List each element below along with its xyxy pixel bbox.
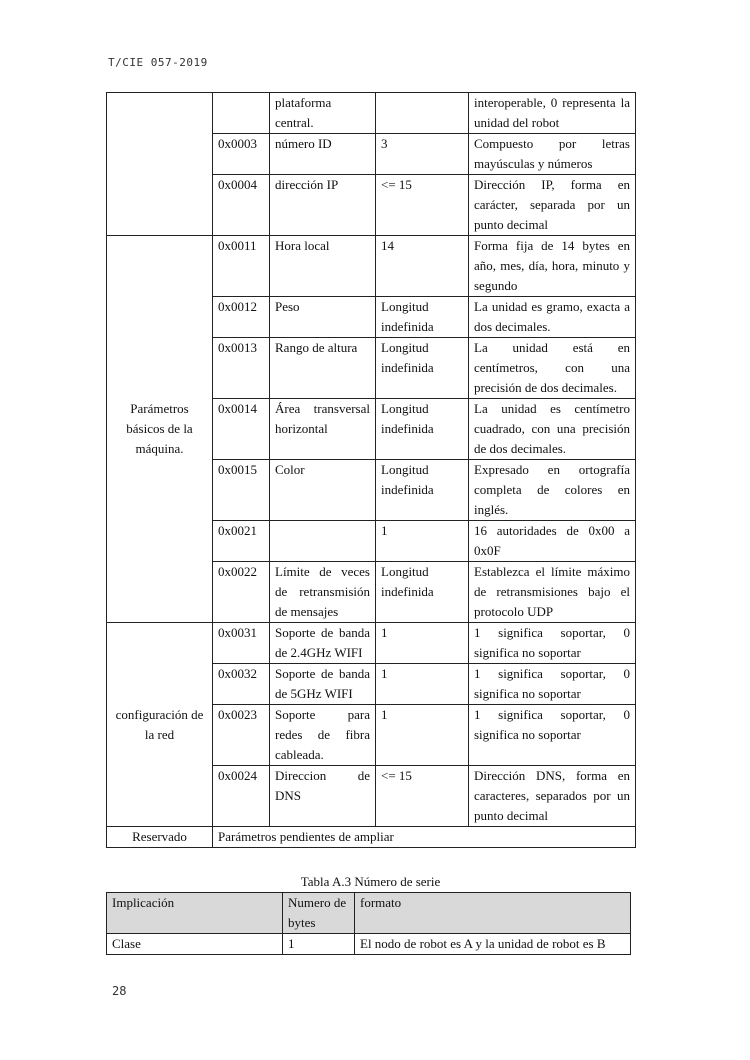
param-description: La unidad está en centímetros, con una precisión de dos decimales. <box>469 338 636 399</box>
param-name: Peso <box>270 297 376 338</box>
param-code: 0x0023 <box>213 705 270 766</box>
param-description: interoperable, 0 representa la unidad del robot <box>469 93 636 134</box>
param-code: 0x0012 <box>213 297 270 338</box>
param-description: Dirección IP, forma en carácter, separada por un punto decimal <box>469 175 636 236</box>
param-length <box>376 93 469 134</box>
column-header: formato <box>355 893 631 934</box>
param-length: 1 <box>376 521 469 562</box>
table-row <box>107 93 636 134</box>
param-description: 1 significa soportar, 0 significa no soportar <box>469 664 636 705</box>
param-code: 0x0022 <box>213 562 270 623</box>
param-length: Longitud indefinida <box>376 297 469 338</box>
page-number: 28 <box>112 984 127 998</box>
param-code: 0x0032 <box>213 664 270 705</box>
param-name: plataforma central. <box>270 93 376 134</box>
param-code: 0x0003 <box>213 134 270 175</box>
param-description: Expresado en ortografía completa de colores en inglés. <box>469 460 636 521</box>
param-description: 1 significa soportar, 0 significa no soportar <box>469 623 636 664</box>
param-length: 1 <box>376 664 469 705</box>
param-length: Longitud indefinida <box>376 460 469 521</box>
param-code: 0x0015 <box>213 460 270 521</box>
param-code: 0x0013 <box>213 338 270 399</box>
param-length: <= 15 <box>376 766 469 827</box>
group-cell-previous <box>107 93 213 236</box>
param-description: Dirección DNS, forma en caracteres, separados por un punto decimal <box>469 766 636 827</box>
param-code: 0x0004 <box>213 175 270 236</box>
table-cell: 1 <box>283 934 355 955</box>
group-network-config: configuración de la red <box>107 623 213 827</box>
table-row <box>107 623 636 664</box>
param-length: Longitud indefinida <box>376 338 469 399</box>
param-description: 1 significa soportar, 0 significa no soportar <box>469 705 636 766</box>
param-name: Color <box>270 460 376 521</box>
column-header: Implicación <box>107 893 283 934</box>
column-header: Numero de bytes <box>283 893 355 934</box>
reserved-label: Reservado <box>107 827 213 848</box>
param-length: 3 <box>376 134 469 175</box>
param-code: 0x0024 <box>213 766 270 827</box>
param-name: número ID <box>270 134 376 175</box>
serial-number-table <box>106 892 631 955</box>
table-row <box>107 934 631 955</box>
param-description: Compuesto por letras mayúsculas y números <box>469 134 636 175</box>
param-name: Soporte de banda de 5GHz WIFI <box>270 664 376 705</box>
param-code: 0x0011 <box>213 236 270 297</box>
param-length: 14 <box>376 236 469 297</box>
param-name: Direccion de DNS <box>270 766 376 827</box>
param-name: Soporte para redes de fibra cableada. <box>270 705 376 766</box>
param-name <box>270 521 376 562</box>
param-length: Longitud indefinida <box>376 399 469 460</box>
param-name: Hora local <box>270 236 376 297</box>
param-description: La unidad es gramo, exacta a dos decimales. <box>469 297 636 338</box>
parameters-table <box>106 92 636 848</box>
param-description: La unidad es centímetro cuadrado, con una precisión de dos decimales. <box>469 399 636 460</box>
param-description: Establezca el límite máximo de retransmisiones bajo el protocolo UDP <box>469 562 636 623</box>
param-length: Longitud indefinida <box>376 562 469 623</box>
param-name: dirección IP <box>270 175 376 236</box>
param-name: Soporte de banda de 2.4GHz WIFI <box>270 623 376 664</box>
table-row <box>107 236 636 297</box>
param-description: 16 autoridades de 0x00 a 0x0F <box>469 521 636 562</box>
param-name: Límite de veces de retransmisión de mensajes <box>270 562 376 623</box>
table-row-reserved <box>107 827 636 848</box>
param-code: 0x0031 <box>213 623 270 664</box>
reserved-text: Parámetros pendientes de ampliar <box>213 827 636 848</box>
param-length: <= 15 <box>376 175 469 236</box>
param-code: 0x0021 <box>213 521 270 562</box>
group-machine-params: Parámetros básicos de la máquina. <box>107 236 213 623</box>
document-id-header: T/CIE 057-2019 <box>108 56 208 69</box>
table-header-row <box>107 893 631 934</box>
param-length: 1 <box>376 705 469 766</box>
table-caption: Tabla A.3 Número de serie <box>300 874 441 889</box>
param-name: Rango de altura <box>270 338 376 399</box>
param-description: Forma fija de 14 bytes en año, mes, día, hora, minuto y segundo <box>469 236 636 297</box>
param-code: 0x0014 <box>213 399 270 460</box>
table-cell: El nodo de robot es A y la unidad de robot es B <box>355 934 631 955</box>
param-name: Área transversal horizontal <box>270 399 376 460</box>
param-length: 1 <box>376 623 469 664</box>
table-cell: Clase <box>107 934 283 955</box>
param-code <box>213 93 270 134</box>
